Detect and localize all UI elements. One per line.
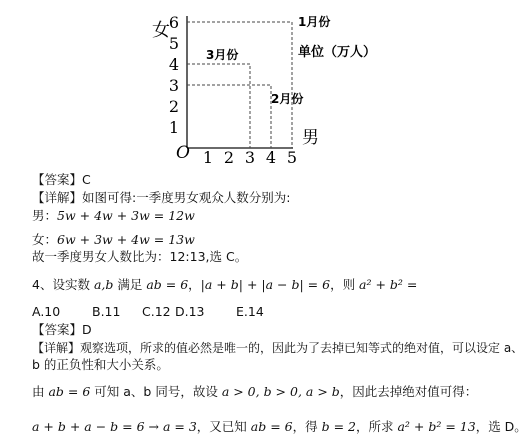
final-b: ，又已知 (196, 419, 251, 434)
x-tick-label: 1 (202, 148, 214, 167)
month-label: 3月份 (206, 48, 239, 62)
same-sign-line (32, 384, 477, 400)
option-a: A.10 (32, 304, 61, 319)
final-h: ，选 D。 (475, 419, 527, 434)
y-tick-label: 3 (168, 76, 180, 95)
male-prefix: 男： (32, 208, 58, 223)
q4-cond1: ab = 6 (146, 277, 189, 292)
q4-sep: ， (188, 277, 201, 292)
q4-cond2: |a + b| + |a − b| = 6 (200, 277, 331, 292)
option-e: E.14 (236, 304, 264, 319)
final-line (32, 419, 527, 435)
same-sign-d: a > 0, b > 0, a > b (221, 384, 340, 399)
same-sign-e: ，因此去掉绝对值可得： (339, 384, 478, 399)
y-tick-label: 5 (168, 34, 180, 53)
month-label: 2月份 (271, 92, 304, 106)
x-tick-label: 2 (223, 148, 235, 167)
question-4 (32, 277, 417, 293)
y-tick-label: 1 (168, 118, 180, 137)
x-axis-label: 男 (302, 128, 319, 148)
quarter-chart (0, 0, 503, 167)
y-tick-label: 2 (168, 97, 180, 116)
final-c: ab = 6 (250, 419, 293, 434)
answer-2: 【答案】D (32, 322, 92, 337)
final-e: b = 2 (321, 419, 356, 434)
male-expr: 5w + 4w + 3w = 12w (57, 208, 195, 223)
female-line (32, 232, 195, 248)
y-tick-label: 6 (168, 13, 180, 32)
answer-1: 【答案】C (32, 172, 91, 187)
female-expr: 6w + 3w + 4w = 13w (57, 232, 195, 247)
month-label: 1月份 (298, 15, 331, 29)
month-box (187, 85, 271, 148)
x-tick-label: 5 (286, 148, 298, 167)
origin-label: O (176, 143, 190, 163)
q4-mid: 满足 (113, 277, 147, 292)
same-sign-a: 由 (32, 384, 49, 399)
q4-then: ，则 (330, 277, 360, 292)
final-d: ，得 (292, 419, 322, 434)
month-box (187, 64, 250, 148)
final-a: a + b + a − b = 6 → a = 3 (32, 419, 197, 434)
detail-2-line-1: 【详解】观察选项，所求的值必然是唯一的，因此为了去掉已知等式的绝对值，可以设定 a、 (32, 341, 524, 355)
option-d: D.13 (175, 304, 205, 319)
detail-1-intro: 【详解】如图可得:一季度男女观众人数分别为: (32, 190, 291, 205)
option-b: B.11 (92, 304, 121, 319)
female-prefix: 女： (32, 232, 58, 247)
y-tick-label: 4 (168, 55, 180, 74)
y-axis-label: 女 (152, 20, 170, 41)
final-f: ，所求 (355, 419, 398, 434)
x-tick-label: 3 (244, 148, 256, 167)
q4-lead: 4、设实数 (32, 277, 94, 292)
same-sign-b: ab = 6 (48, 384, 91, 399)
q4-vars: a,b (93, 277, 114, 292)
option-c: C.12 (142, 304, 171, 319)
same-sign-c: 可知 a、b 同号，故设 (90, 384, 222, 399)
x-tick-label: 4 (265, 148, 277, 167)
unit-label: 单位（万人） (298, 45, 377, 60)
detail-2-line-2: b 的正负性和大小关系。 (32, 357, 169, 372)
male-line (32, 208, 195, 224)
ratio-line: 故一季度男女人数比为：12:13,选 C。 (32, 249, 248, 264)
q4-target: a² + b² = (359, 277, 418, 292)
final-g: a² + b² = 13 (397, 419, 476, 434)
